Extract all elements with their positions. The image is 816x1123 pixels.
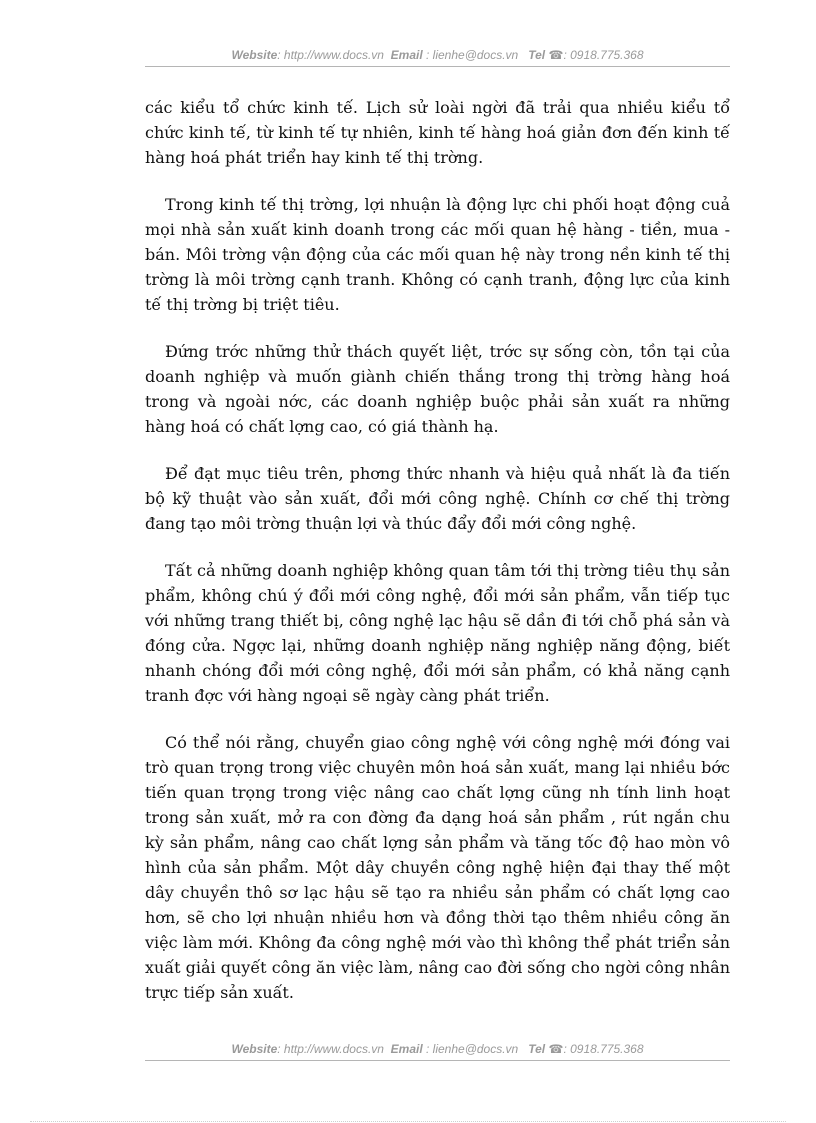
header-email-label: Email bbox=[390, 48, 423, 62]
header-email-value[interactable]: : lienhe@docs.vn bbox=[426, 48, 519, 62]
footer-tel-value: : 0918.775.368 bbox=[563, 1042, 644, 1056]
header-tel-label: Tel bbox=[528, 48, 546, 62]
paragraph-6: Có thể nói rằng, chuyển giao công nghệ với công nghệ mới đóng vai trò quan trọng trong việc chuyên môn hoá sản xuất, mang lại nhiều bớc tiến quan trọng trong việc nâng cao chất lợng cũng nh tính linh hoạt trong sản xuất, mở ra con đờng đa dạng hoá sản phẩm , rút ngắn chu kỳ sản phẩm, nâng cao chất lợng sản phẩm và tăng tốc độ hao mòn vô hình của sản phẩm. Một dây chuyền công nghệ hiện đại thay thế một dây chuyền thô sơ lạc hậu sẽ tạo ra nhiều sản phẩm có chất lợng cao hơn, sẽ cho lợi nhuận nhiều hơn và đồng thời tạo thêm nhiều công ăn việc làm mới. Không đa công nghệ mới vào thì không thể phát triển sản xuất giải quyết công ăn việc làm, nâng cao đời sống cho ngời công nhân trực tiếp sản xuất. bbox=[145, 733, 730, 1002]
header-website-label: Website bbox=[231, 48, 278, 62]
header-tel-value: : 0918.775.368 bbox=[563, 48, 644, 62]
page-header bbox=[145, 48, 730, 62]
header-website-value[interactable]: : http://www.docs.vn bbox=[277, 48, 384, 62]
footer-rule bbox=[145, 1060, 730, 1061]
phone-icon: ☎ bbox=[548, 48, 564, 62]
page-footer bbox=[145, 1042, 730, 1056]
paragraph-1: các kiểu tổ chức kinh tế. Lịch sử loài ngời đã trải qua nhiều kiểu tổ chức kinh tế, từ kinh tế tự nhiên, kinh tế hàng hoá giản đơn đến kinh tế hàng hoá phát triển hay kinh tế thị trờng. bbox=[145, 98, 730, 167]
paragraph-3: Đứng trớc những thử thách quyết liệt, trớc sự sống còn, tồn tại của doanh nghiệp và muốn giành chiến thắng trong thị trờng hàng hoá trong và ngoài nớc, các doanh nghiệp buộc phải sản xuất ra những hàng hoá có chất lợng cao, có giá thành hạ. bbox=[145, 342, 730, 436]
paragraph-2: Trong kinh tế thị trờng, lợi nhuận là động lực chi phối hoạt động cuả mọi nhà sản xuất kinh doanh trong các mối quan hệ hàng - tiền, mua - bán. Môi trờng vận động của các mối quan hệ này trong nền kinh tế thị trờng là môi trờng cạnh tranh. Không có cạnh tranh, động lực của kinh tế thị trờng bị triệt tiêu. bbox=[145, 195, 730, 314]
footer-email-value[interactable]: : lienhe@docs.vn bbox=[426, 1042, 519, 1056]
phone-icon: ☎ bbox=[548, 1042, 564, 1056]
footer-email-label: Email bbox=[390, 1042, 423, 1056]
footer-website-value[interactable]: : http://www.docs.vn bbox=[277, 1042, 384, 1056]
footer-tel-label: Tel bbox=[528, 1042, 546, 1056]
header-rule bbox=[145, 66, 730, 67]
document-body bbox=[145, 95, 730, 1027]
paragraph-4: Để đạt mục tiêu trên, phơng thức nhanh và hiệu quả nhất là đa tiến bộ kỹ thuật vào sản xuất, đổi mới công nghệ. Chính cơ chế thị trờng đang tạo môi trờng thuận lợi và thúc đẩy đổi mới công nghệ. bbox=[145, 464, 730, 533]
page-separator bbox=[30, 1121, 786, 1122]
footer-website-label: Website bbox=[231, 1042, 278, 1056]
paragraph-5: Tất cả những doanh nghiệp không quan tâm tới thị trờng tiêu thụ sản phẩm, không chú ý đổi mới công nghệ, đổi mới sản phẩm, vẫn tiếp tục với những trang thiết bị, công nghệ lạc hậu sẽ dần đi tới chỗ phá sản và đóng cửa. Ngợc lại, những doanh nghiệp năng nghiệp năng động, biết nhanh chóng đổi mới công nghệ, đổi mới sản phẩm, có khả năng cạnh tranh đợc với hàng ngoại sẽ ngày càng phát triển. bbox=[145, 561, 730, 705]
